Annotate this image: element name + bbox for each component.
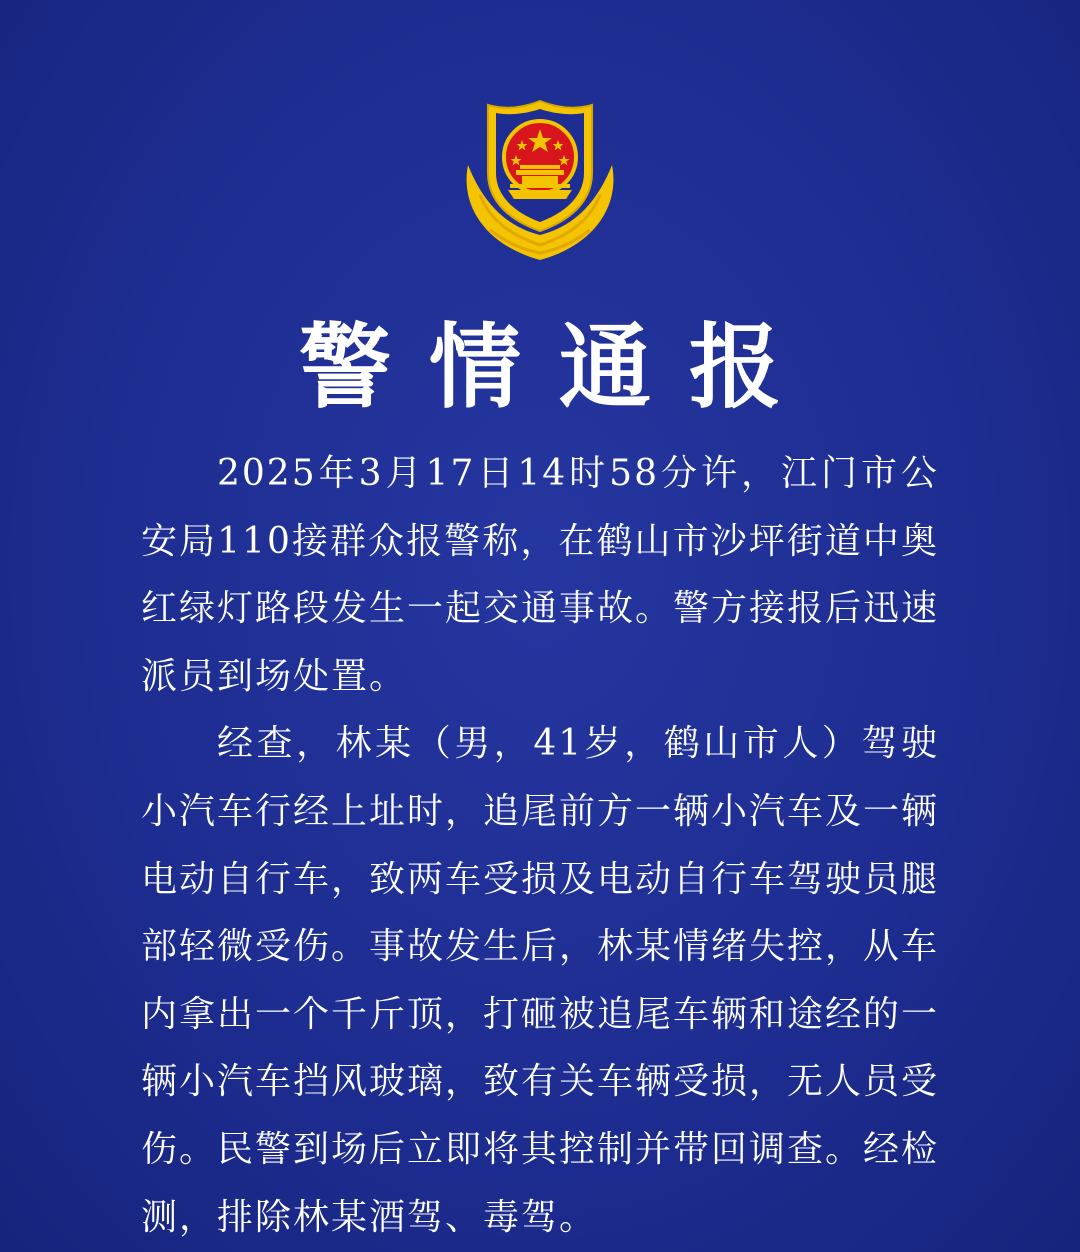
police-emblem-icon (450, 95, 630, 265)
notice-body (141, 440, 939, 1251)
notice-paragraph-1: 2025年3月17日14时58分许，江门市公安局110接群众报警称，在鹤山市沙坪街道中奥红绿灯路段发生一起交通事故。警方接报后迅速派员到场处置。 (141, 453, 940, 697)
notice-paragraph-2: 经查，林某（男，41岁，鹤山市人）驾驶小汽车行经上址时，追尾前方一辆小汽车及一辆电动自行车，致两车受损及电动自行车驾驶员腿部轻微受伤。事故发生后，林某情绪失控，从车内拿出一个千斤顶，打砸被追尾车辆和途经的一辆小汽车挡风玻璃，致有关车辆受损，无人员受伤。民警到场后立即将其控制并带回调查。经检测，排除林某酒驾、毒驾。 (141, 723, 940, 1238)
page-title: 警情通报 (298, 314, 819, 421)
